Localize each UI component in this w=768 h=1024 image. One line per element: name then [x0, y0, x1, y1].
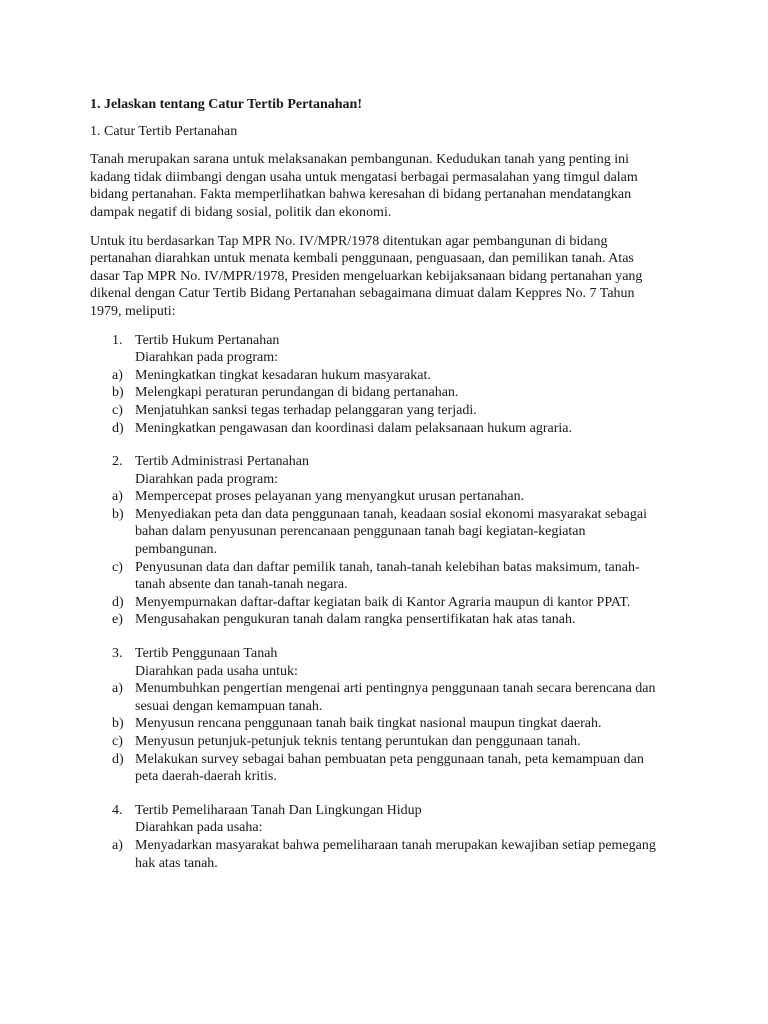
section-number: 4.	[112, 802, 123, 818]
section-title: Tertib Penggunaan Tanah	[135, 646, 278, 662]
list-item-label: e)	[112, 612, 123, 628]
list-item-label: b)	[112, 506, 124, 522]
list-item-label: c)	[112, 559, 123, 575]
list-item-text: Penyusunan data dan daftar pemilik tanah, tanah-tanah kelebihan batas maksimum, tanah-tanah absente dan tanah-tanah negara.	[135, 559, 640, 593]
section-items	[90, 680, 660, 786]
section-items	[90, 837, 660, 872]
section-intro: Diarahkan pada usaha:	[135, 820, 263, 836]
numbered-section	[90, 802, 660, 872]
section-items	[90, 367, 660, 437]
list-item	[90, 402, 660, 420]
list-item-label: a)	[112, 837, 123, 853]
list-item-label: a)	[112, 681, 123, 697]
section-title: Tertib Pemeliharaan Tanah Dan Lingkungan Hidup	[135, 802, 422, 818]
list-item	[90, 733, 660, 751]
list-item	[90, 837, 660, 872]
list-item-label: c)	[112, 402, 123, 418]
section-title: Tertib Hukum Pertanahan	[135, 332, 280, 348]
intro-paragraph: Tanah merupakan sarana untuk melaksanakan pembangunan. Kedudukan tanah yang penting ini kadang tidak diimbangi dengan usaha untuk mengatasi berbagai permasalahan yang timgul dalam bidang pertanahan. Fakta memperlihatkan bahwa keresahan di bidang pertanahan mendatangkan dampak negatif di bidang sosial, politik dan ekonomi.	[90, 152, 638, 220]
document-content	[90, 96, 660, 872]
section-heading	[90, 802, 660, 820]
list-item	[90, 611, 660, 629]
section-heading	[90, 645, 660, 663]
question-title: 1. Jelaskan tentang Catur Tertib Pertanahan!	[90, 97, 362, 112]
list-item	[90, 559, 660, 594]
section-intro: Diarahkan pada usaha untuk:	[135, 663, 298, 679]
list-item-text: Melengkapi peraturan perundangan di bidang pertanahan.	[135, 385, 459, 401]
list-item	[90, 594, 660, 612]
list-item-label: a)	[112, 367, 123, 383]
numbered-section	[90, 332, 660, 438]
list-item-text: Menyadarkan masyarakat bahwa pemeliharaan tanah merupakan kewajiban setiap pemegang hak atas tanah.	[135, 837, 656, 871]
section-intro: Diarahkan pada program:	[135, 350, 279, 366]
section-heading	[90, 332, 660, 350]
section-heading	[90, 453, 660, 471]
list-item	[90, 420, 660, 438]
list-item-label: b)	[112, 716, 124, 732]
list-item	[90, 715, 660, 733]
section-title: Tertib Administrasi Pertanahan	[135, 454, 309, 470]
list-item-text: Menyempurnakan daftar-daftar kegiatan baik di Kantor Agraria maupun di kantor PPAT.	[135, 594, 631, 610]
section-number: 2.	[112, 454, 123, 470]
list-item-label: d)	[112, 594, 124, 610]
list-item-label: a)	[112, 489, 123, 505]
section-number: 3.	[112, 646, 123, 662]
list-item	[90, 751, 660, 786]
list-item-text: Menyusun petunjuk-petunjuk teknis tentang peruntukan dan penggunaan tanah.	[135, 734, 581, 749]
section-number: 1.	[112, 332, 123, 348]
sections-list	[90, 332, 660, 873]
list-item	[90, 506, 660, 559]
list-item-text: Melakukan survey sebagai bahan pembuatan peta penggunaan tanah, peta kemampuan dan peta daerah-daerah kritis.	[135, 751, 644, 785]
list-item-label: b)	[112, 385, 124, 401]
list-item-label: d)	[112, 751, 124, 767]
numbered-section	[90, 453, 660, 629]
section-intro: Diarahkan pada program:	[135, 471, 279, 487]
section-items	[90, 488, 660, 629]
list-item-text: Meningkatkan pengawasan dan koordinasi dalam pelaksanaan hukum agraria.	[135, 420, 572, 436]
list-item-text: Menyusun rencana penggunaan tanah baik tingkat nasional maupun tingkat daerah.	[135, 716, 602, 732]
list-item	[90, 488, 660, 506]
list-item	[90, 367, 660, 385]
list-item-text: Mempercepat proses pelayanan yang menyangkut urusan pertanahan.	[135, 489, 525, 505]
list-item	[90, 680, 660, 715]
list-item-text: Mengusahakan pengukuran tanah dalam rangka pensertifikatan hak atas tanah.	[135, 612, 576, 628]
list-item-text: Menjatuhkan sanksi tegas terhadap pelanggaran yang terjadi.	[135, 402, 477, 418]
list-item	[90, 384, 660, 402]
list-item-text: Meningkatkan tingkat kesadaran hukum masyarakat.	[135, 367, 431, 383]
list-item-label: d)	[112, 420, 124, 436]
basis-paragraph: Untuk itu berdasarkan Tap MPR No. IV/MPR/1978 ditentukan agar pembangunan di bidang pertanahan diarahkan untuk menata kembali penggunaan, penguasaan, dan pemilikan tanah. Atas dasar Tap MPR No. IV/MPR/1978, Presiden mengeluarkan kebijaksanaan bidang pertanahan yang dikenal dengan Catur Tertib Bidang Pertanahan sebagaimana dimuat dalam Keppres No. 7 Tahun 1979, meliputi:	[90, 233, 643, 319]
list-item-text: Menyediakan peta dan data penggunaan tanah, keadaan sosial ekonomi masyarakat sebagai bahan dalam penyusunan perencanaan penggunaan tanah bagi kegiatan-kegiatan pembangunan.	[135, 506, 647, 558]
section-subtitle: 1. Catur Tertib Pertanahan	[90, 123, 238, 139]
list-item-label: c)	[112, 734, 123, 749]
numbered-section	[90, 645, 660, 786]
list-item-text: Menumbuhkan pengertian mengenai arti pentingnya penggunaan tanah secara berencana dan sesuai dengan kemampuan tanah.	[135, 681, 656, 714]
